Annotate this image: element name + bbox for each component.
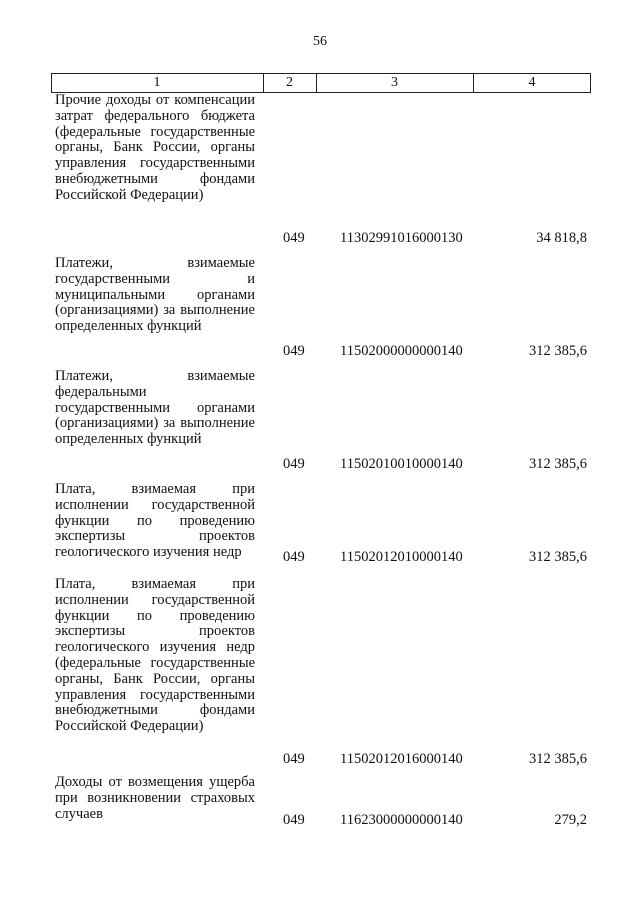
row-kbk: 11502012010000140	[340, 549, 463, 565]
row-amount: 312 385,6	[529, 751, 587, 767]
row-kbk: 11623000000000140	[340, 812, 463, 828]
row-kbk: 11502012016000140	[340, 751, 463, 767]
row-name: Плата, взимаемая при исполнении государственной функции по проведению экспертизы проектов геологического изучения недр	[55, 481, 255, 561]
header-col-3: 3	[391, 75, 398, 90]
row-admin-code: 049	[283, 812, 305, 828]
row-admin-code: 049	[283, 343, 305, 359]
row-name: Доходы от возмещения ущерба при возникновении страховых случаев	[55, 774, 255, 822]
page-number: 56	[313, 34, 327, 49]
row-name: Платежи, взимаемые федеральными государственными органами (организациями) за выполнение определенных функций	[55, 368, 255, 448]
column-divider	[590, 74, 591, 92]
row-kbk: 11502010010000140	[340, 456, 463, 472]
header-col-1: 1	[153, 75, 161, 90]
row-kbk: 11302991016000130	[340, 230, 463, 246]
header-col-2: 2	[286, 75, 293, 90]
table-header	[51, 73, 591, 93]
row-amount: 279,2	[554, 812, 587, 828]
row-name: Платежи, взимаемые государственными и муниципальными органами (организациями) за выполнение определенных функций	[55, 255, 255, 335]
row-amount: 312 385,6	[529, 343, 587, 359]
row-kbk: 11502000000000140	[340, 343, 463, 359]
row-admin-code: 049	[283, 456, 305, 472]
row-admin-code: 049	[283, 751, 305, 767]
row-name: Плата, взимаемая при исполнении государственной функции по проведению экспертизы проектов геологического изучения недр (федеральные государственные органы, Банк России, органы управления государственными внебюджетными фондами Российской Федерации)	[55, 576, 255, 735]
row-amount: 312 385,6	[529, 456, 587, 472]
row-amount: 312 385,6	[529, 549, 587, 565]
row-admin-code: 049	[283, 230, 305, 246]
row-admin-code: 049	[283, 549, 305, 565]
row-amount: 34 818,8	[536, 230, 587, 246]
header-col-4: 4	[528, 75, 536, 90]
row-name: Прочие доходы от компенсации затрат федерального бюджета (федеральные государственные органы, Банк России, органы управления государственными внебюджетными фондами Российской Федерации)	[55, 92, 255, 203]
